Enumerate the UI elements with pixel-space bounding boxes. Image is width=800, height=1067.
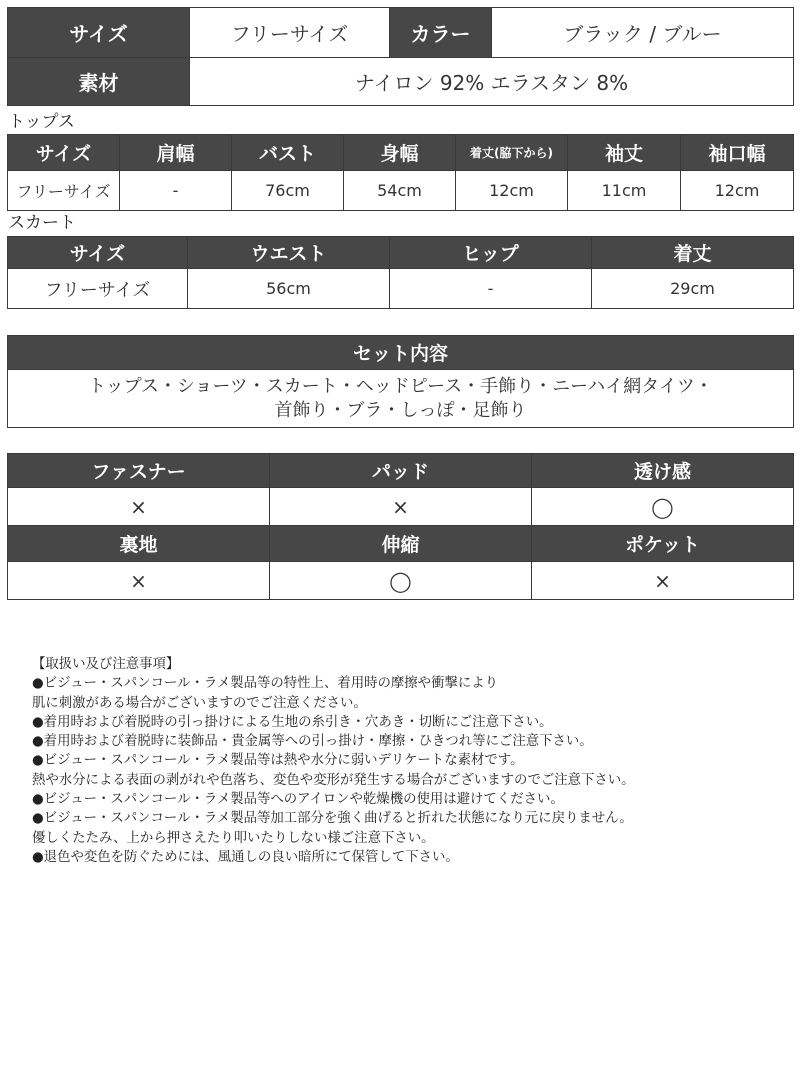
tops-cell-width: 54cm bbox=[344, 171, 456, 211]
tops-cell-sleeve: 11cm bbox=[568, 171, 681, 211]
skirt-cell-hip: - bbox=[390, 269, 592, 309]
tops-cell-bust: 76cm bbox=[232, 171, 344, 211]
care-notes bbox=[32, 655, 635, 867]
tops-header-cuff: 袖口幅 bbox=[681, 135, 794, 171]
feature-header-stretch: 伸縮 bbox=[270, 526, 532, 562]
tops-table bbox=[7, 134, 794, 211]
material-value: ナイロン 92% エラスタン 8% bbox=[190, 58, 794, 106]
skirt-header-length: 着丈 bbox=[592, 237, 794, 269]
tops-section-label: トップス bbox=[8, 112, 75, 132]
set-contents bbox=[8, 370, 794, 428]
care-note-line: ●ビジュー・スパンコール・ラメ製品等へのアイロンや乾燥機の使用は避けてください。 bbox=[32, 792, 564, 808]
tops-cell-shoulder: - bbox=[120, 171, 232, 211]
care-note-line: 優しくたたみ、上から押さえたり叩いたりしない様ご注意下さい。 bbox=[32, 830, 435, 846]
skirt-section-label: スカート bbox=[8, 213, 76, 233]
skirt-header-hip: ヒップ bbox=[390, 237, 592, 269]
features-table bbox=[7, 453, 794, 600]
feature-header-zipper: ファスナー bbox=[8, 454, 270, 488]
feature-value-lining: × bbox=[8, 562, 270, 600]
care-notes-title: 【取扱い及び注意事項】 bbox=[32, 657, 180, 672]
care-note-line: 熱や水分による表面の剥がれや色落ち、変色や変形が発生する場合がございますのでご注意下さい。 bbox=[32, 772, 635, 788]
feature-value-pad: × bbox=[270, 488, 532, 526]
care-note-line: ●退色や変色を防ぐためには、風通しの良い暗所にて保管して下さい。 bbox=[32, 849, 459, 865]
care-note-line: ●着用時および着脱時の引っ掛けによる生地の糸引き・穴あき・切断にご注意下さい。 bbox=[32, 714, 553, 730]
skirt-cell-size: フリーサイズ bbox=[8, 269, 188, 309]
spec-table bbox=[7, 7, 794, 106]
color-value: ブラック / ブルー bbox=[492, 8, 794, 58]
color-label: カラー bbox=[390, 8, 492, 58]
tops-header-bust: バスト bbox=[232, 135, 344, 171]
set-table bbox=[7, 335, 794, 428]
care-note-line: 肌に刺激がある場合がございますのでご注意ください。 bbox=[32, 695, 367, 711]
skirt-header-size: サイズ bbox=[8, 237, 188, 269]
size-value: フリーサイズ bbox=[190, 8, 390, 58]
skirt-header-waist: ウエスト bbox=[188, 237, 390, 269]
feature-header-pad: パッド bbox=[270, 454, 532, 488]
tops-header-width: 身幅 bbox=[344, 135, 456, 171]
feature-header-lining: 裏地 bbox=[8, 526, 270, 562]
tops-header-size: サイズ bbox=[8, 135, 120, 171]
feature-header-pocket: ポケット bbox=[532, 526, 794, 562]
care-note-line: ●ビジュー・スパンコール・ラメ製品等は熱や水分に弱いデリケートな素材です。 bbox=[32, 753, 524, 769]
set-contents-line1: トップス・ショーツ・スカート・ヘッドピース・手飾り・ニーハイ網タイツ・ bbox=[88, 375, 713, 397]
material-label: 素材 bbox=[8, 58, 190, 106]
tops-header-length: 着丈(脇下から) bbox=[456, 135, 568, 171]
skirt-cell-waist: 56cm bbox=[188, 269, 390, 309]
skirt-cell-length: 29cm bbox=[592, 269, 794, 309]
tops-cell-size: フリーサイズ bbox=[8, 171, 120, 211]
tops-header-sleeve: 袖丈 bbox=[568, 135, 681, 171]
skirt-table bbox=[7, 236, 794, 309]
care-note-line: ●着用時および着脱時に装飾品・貴金属等への引っ掛け・摩擦・ひきつれ等にご注意下さい。 bbox=[32, 734, 593, 750]
set-contents-line2: 首飾り・ブラ・しっぽ・足飾り bbox=[274, 399, 527, 421]
care-note-line: ●ビジュー・スパンコール・ラメ製品等の特性上、着用時の摩擦や衝撃により bbox=[32, 676, 499, 692]
feature-header-sheer: 透け感 bbox=[532, 454, 794, 488]
care-note-line: ●ビジュー・スパンコール・ラメ製品等加工部分を強く曲げると折れた状態になり元に戻りません。 bbox=[32, 811, 633, 827]
tops-cell-length: 12cm bbox=[456, 171, 568, 211]
set-header: セット内容 bbox=[8, 336, 794, 370]
feature-value-zipper: × bbox=[8, 488, 270, 526]
size-label: サイズ bbox=[8, 8, 190, 58]
feature-value-stretch: ◯ bbox=[270, 562, 532, 600]
tops-cell-cuff: 12cm bbox=[681, 171, 794, 211]
feature-value-pocket: × bbox=[532, 562, 794, 600]
feature-value-sheer: ◯ bbox=[532, 488, 794, 526]
tops-header-shoulder: 肩幅 bbox=[120, 135, 232, 171]
